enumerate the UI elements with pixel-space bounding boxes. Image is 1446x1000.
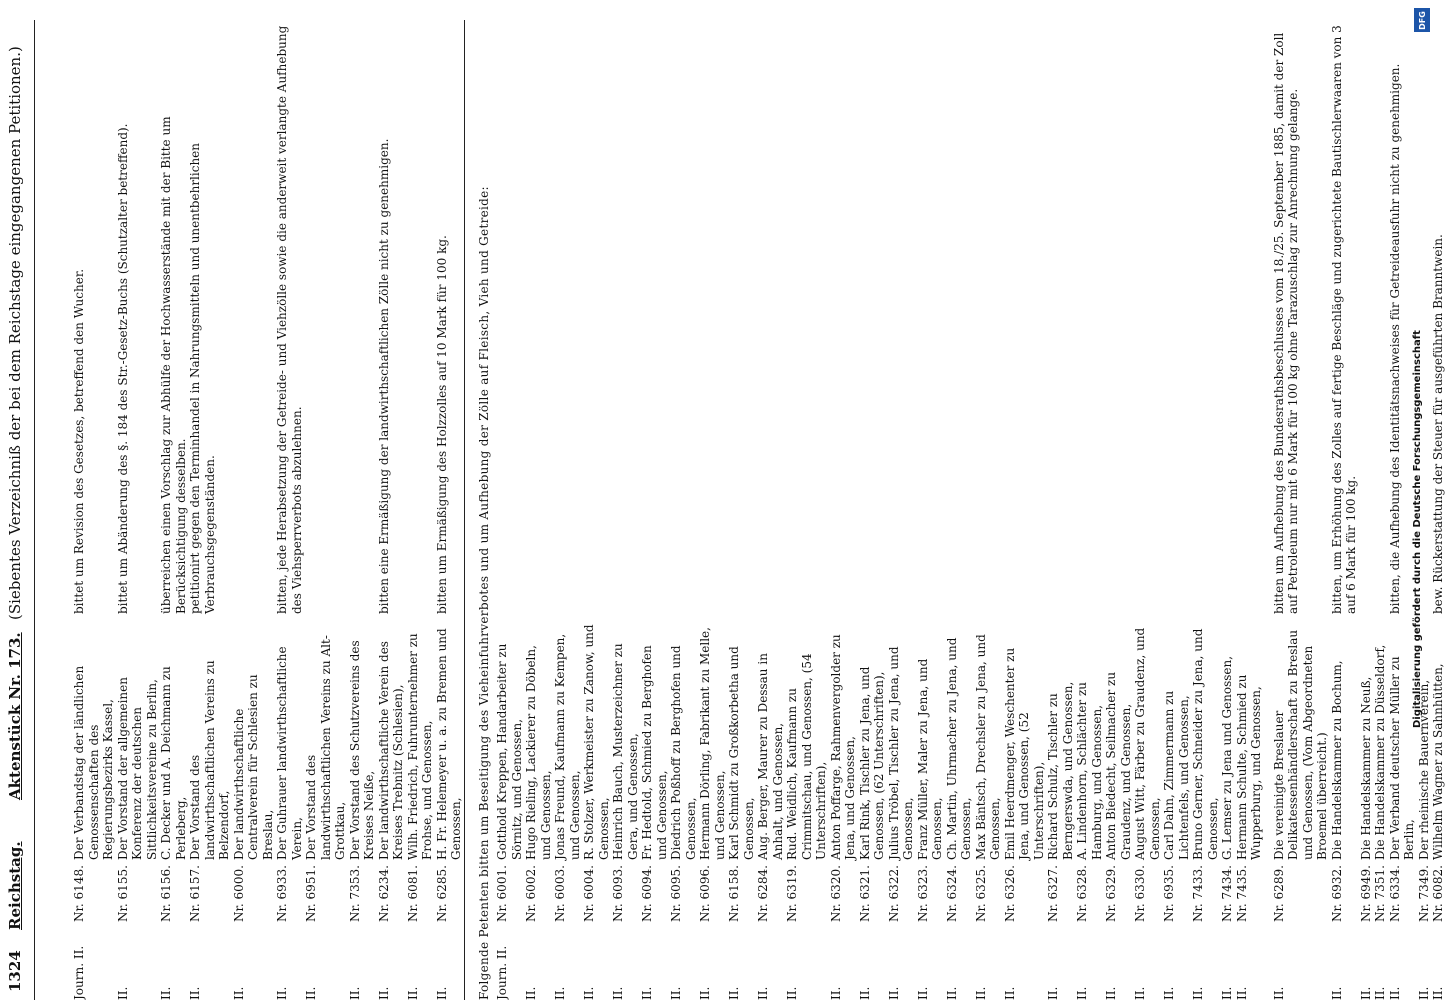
journal-ref: II. xyxy=(304,986,318,1000)
petition-number: Nr. 6320. xyxy=(828,865,843,922)
petition-entry xyxy=(698,10,727,1000)
petitioner: Carl Dahn, Zimmermann zu Lichtenfels, und Genossen, xyxy=(1162,690,1191,860)
petition-entry xyxy=(1003,10,1047,1000)
journal-ref: II. xyxy=(1104,986,1118,1000)
petition-entry xyxy=(640,10,669,1000)
petition-number: Nr. 6000. xyxy=(231,865,246,922)
petitioner: Bruno Gerner, Schneider zu Jena, und Genossen, xyxy=(1191,628,1220,860)
journal-ref: II. xyxy=(886,986,901,1000)
petition-request: bew. Rückerstattung der Steuer für ausgeführten Branntwein. xyxy=(1431,234,1445,614)
petition-number: Nr. 6319. xyxy=(785,865,799,922)
journal-ref: II. xyxy=(1075,986,1089,1000)
journal-ref: II. xyxy=(1191,986,1205,1000)
petitioner: Der Verband deutscher Müller zu Berlin, xyxy=(1387,656,1416,860)
petition-number: Nr. 6323. xyxy=(915,865,930,922)
journal-ref: II. xyxy=(1162,986,1176,1000)
petition-entry xyxy=(1373,10,1388,1000)
petition-entry xyxy=(669,10,698,1000)
petitioner: R. Stolzer, Werkmeister zu Zanow, und Genossen, xyxy=(582,624,611,860)
petition-number: Nr. 7351. xyxy=(1373,865,1387,922)
petition-entry xyxy=(916,10,945,1000)
petition-number: Nr. 6326. xyxy=(1002,865,1017,922)
petition-entry xyxy=(553,10,582,1000)
journal-ref: Journ. II. xyxy=(72,945,86,1000)
petition-number: Nr. 6082. xyxy=(1431,865,1445,922)
page-header xyxy=(6,20,32,1000)
petitioner: August Witt, Färber zu Graudenz, und Genossen, xyxy=(1133,627,1162,860)
petition-entry xyxy=(887,10,916,1000)
petitioner: Der Vorstand des landwirthschaftlichen Vereins zu Belzendorf, xyxy=(188,660,231,860)
petition-request: bittet um Abänderung des §. 184 des Str.-Gesetz-Buchs (Schutzalter betreffend). xyxy=(115,123,130,614)
petitioner: Karl Rink, Tischler zu Jena, und Genossen, (62 Unterschriften), xyxy=(857,666,886,860)
petition-request: überreichen einen Vorschlag zur Abhülfe der Hochwasserstände mit der Bitte um Berücksichtigung desselben. xyxy=(159,116,188,614)
petitioner: Gotthold Kreppen, Handarbeiter zu Sörnitz, und Genossen, xyxy=(495,643,524,860)
petition-entry xyxy=(348,10,377,1000)
dfg-logo xyxy=(1414,8,1430,32)
petitioner: Die Handelskammer zu Düsseldorf, xyxy=(1373,644,1387,860)
petition-entry xyxy=(1133,10,1162,1000)
petitioner: Hermann Dörling, Fabrikant zu Melle, und Genossen, xyxy=(698,627,727,860)
petition-request xyxy=(304,10,348,614)
petition-number: Nr. 6004. xyxy=(582,865,596,922)
petition-number: Nr. 6093. xyxy=(611,865,625,922)
running-title: Reichstag. xyxy=(6,841,24,930)
petition-entry xyxy=(304,10,348,1000)
journal-ref: II. xyxy=(1373,986,1387,1000)
petition-number: Nr. 6094. xyxy=(640,865,654,922)
journal-ref: II. xyxy=(727,986,741,1000)
petition-number: Nr. 6322. xyxy=(886,865,901,922)
petitioner: Emil Heerdmenger, Weschenter zu Jena, und Genossen, (52 Unterschriften), xyxy=(1002,647,1046,860)
petitioner: Karl Schmidt zu Großkorbetha und Genossen, xyxy=(727,646,756,860)
petitioner: A. Lindenhorn, Schlächter zu Hamburg, und Genossen, xyxy=(1075,681,1104,860)
petition-number: Nr. 6328. xyxy=(1075,865,1089,922)
petitioner: Franz Müller, Maler zu Jena, und Genossen, xyxy=(915,658,944,860)
petitioner: Der Vorstand der allgemeinen Konferenz der deutschen Sittlichkeitsvereine zu Berlin, xyxy=(115,677,159,860)
petition-entry xyxy=(232,10,276,1000)
petition-entry xyxy=(756,10,785,1000)
petitioner: Anton Poffarge, Rahmenvergolder zu Jena, und Genossen, xyxy=(828,634,857,860)
petition-entry xyxy=(275,10,304,1000)
petition-number: Nr. 6935. xyxy=(1162,865,1176,922)
page-number: 1324 xyxy=(6,950,24,992)
journal-ref: II. xyxy=(973,986,988,1000)
journal-ref: II. xyxy=(231,986,246,1000)
journal-ref: II. xyxy=(1431,986,1445,1000)
petition-number: Nr. 6330. xyxy=(1133,865,1147,922)
petition-number: Nr. 6234. xyxy=(376,865,391,922)
petitioner: Fr. Hedtold, Schmied zu Berghofen und Genossen, xyxy=(640,645,669,860)
petition-entry xyxy=(727,10,756,1000)
journal-ref: II. xyxy=(1046,986,1060,1000)
petition-entry xyxy=(116,10,160,1000)
petitioner: Anton Biedecht, Seilmacher zu Graudenz, und Genossen, xyxy=(1104,671,1133,860)
petition-entry xyxy=(1075,10,1104,1000)
petition-request: bitten um Ermäßigung des Holzzolles auf 10 Mark für 100 kg. xyxy=(434,235,449,614)
petition-number: Nr. 7434. xyxy=(1220,865,1234,922)
petition-request: bitten, die Aufhebung des Identitätsnachweises für Getreideausfuhr nicht zu genehmigen. xyxy=(1387,63,1402,614)
petition-entry xyxy=(524,10,553,1000)
petition-entry xyxy=(1272,10,1330,1000)
journal-ref: Journ. II. xyxy=(495,945,509,1000)
petition-entry xyxy=(582,10,611,1000)
journal-ref: II. xyxy=(159,986,173,1000)
journal-ref: II. xyxy=(1220,986,1234,1000)
journal-ref: II. xyxy=(698,986,712,1000)
petition-entry xyxy=(1191,10,1220,1000)
journal-ref: II. xyxy=(669,986,683,1000)
journal-ref: II. xyxy=(188,986,202,1000)
petition-number: Nr. 6284. xyxy=(756,865,770,922)
journal-ref: II. xyxy=(275,986,289,1000)
journal-ref: II. xyxy=(785,986,799,1000)
journal-ref: II. xyxy=(1329,986,1344,1000)
petitioner: Der Vorstand des Schutzvereins des Kreises Neiße, xyxy=(347,640,376,860)
petitioner: H. Fr. Helemeyer u. a. zu Bremen und Genossen, xyxy=(434,628,463,860)
petition-entry xyxy=(188,10,232,1000)
dfg-logo-text: DFG xyxy=(1417,10,1427,30)
petitioner: Die Handelskammer zu Bochum, xyxy=(1329,660,1344,860)
journal-ref: II. xyxy=(1358,986,1373,1000)
journal-ref: II. xyxy=(828,986,843,1000)
petition-list xyxy=(72,10,1446,1000)
petition-number: Nr. 6289. xyxy=(1271,865,1286,922)
journal-ref: II. xyxy=(434,986,449,1000)
journal-ref: II. xyxy=(1416,986,1431,1000)
petition-block-top xyxy=(72,10,464,1000)
petition-number: Nr. 6329. xyxy=(1104,865,1118,922)
petition-entry xyxy=(1235,10,1264,1000)
petition-number: Nr. 6327. xyxy=(1046,865,1060,922)
petition-number: Nr. 6003. xyxy=(553,865,567,922)
petitioner: Die Handelskammer zu Neuß, xyxy=(1358,676,1373,860)
petition-entry xyxy=(1330,10,1359,1000)
petition-number: Nr. 6321. xyxy=(857,865,872,922)
petitioner: Wilhelm Wagner zu Sahnhütten, xyxy=(1431,663,1445,860)
petitioner: Heinrich Bauch, Musterzeichner zu Gera, und Genossen, xyxy=(611,643,640,860)
journal-ref: II. xyxy=(611,986,625,1000)
petition-number: Nr. 7349. xyxy=(1416,865,1431,922)
petition-number: Nr. 6334. xyxy=(1387,865,1402,922)
petitioner: Rud. Weidlich, Kaufmann zu Crimmitschau, und Genossen, (54 Unterschriften), xyxy=(785,653,828,860)
section-heading: Folgende Petenten bitten um Beseitigung des Vieheinfuhrverbotes und um Aufhebung der Zölle auf Fleisch, Vieh und Getreide: xyxy=(476,186,491,1000)
petitioner: G. Lemser zu Jena und Genossen, xyxy=(1220,655,1234,860)
petitioner: Ch. Martin, Uhrmacher zu Jena, und Genossen, xyxy=(944,637,973,860)
journal-ref: II. xyxy=(1133,986,1147,1000)
petition-number: Nr. 6081. xyxy=(405,865,420,922)
petition-entry xyxy=(1046,10,1075,1000)
petition-entry xyxy=(406,10,435,1000)
petitioner: Richard Schulz, Tischler zu Berngerswda, und Genossen, xyxy=(1046,681,1075,860)
petition-entry xyxy=(377,10,406,1000)
header-rule xyxy=(34,20,35,1000)
journal-ref: II. xyxy=(524,986,538,1000)
journal-ref: II. xyxy=(1234,986,1249,1000)
journal-ref: II. xyxy=(1002,986,1017,1000)
petitioner: Wilh. Friedrich, Fuhrunternehmer zu Frohse, und Genossen, xyxy=(405,633,434,860)
petition-request xyxy=(232,10,276,614)
petition-entry xyxy=(1359,10,1374,1000)
journal-ref: II. xyxy=(582,986,596,1000)
petition-number: Nr. 6155. xyxy=(115,865,130,922)
journal-ref: II. xyxy=(857,986,872,1000)
journal-ref: II. xyxy=(553,986,567,1000)
petition-entry xyxy=(1220,10,1235,1000)
petitioner: Die vereinigte Breslauer Delikatessenhändlerschaft zu Breslau und Genossen, (Vom Abgeordneten Broemel überreicht.) xyxy=(1271,629,1329,860)
petition-number: Nr. 6095. xyxy=(669,865,683,922)
journal-ref: II. xyxy=(640,986,654,1000)
petition-number: Nr. 6949. xyxy=(1358,865,1373,922)
petition-request xyxy=(406,10,435,614)
digitization-note: Digitalisierung gefördert durch die Deutsche Forschungsgemeinschaft xyxy=(1412,330,1423,728)
petitioner: Julius Tröbel, Tischler zu Jena, und Genossen, xyxy=(886,646,915,860)
petitioner: Jonas Freund, Kaufmann zu Kempen, und Genossen, xyxy=(553,633,582,860)
petition-entry xyxy=(785,10,829,1000)
petition-request: bitten, um Erhöhung des Zolles auf fertige Beschläge und zugerichtete Bautischlerwaaren von 3 auf 6 Mark für 100 kg. xyxy=(1329,25,1358,614)
petitioner: Der Guhrauer landwirthschaftliche Verein, xyxy=(275,646,304,860)
journal-ref: II. xyxy=(1387,986,1402,1000)
petition-entry xyxy=(945,10,974,1000)
petitioner: Der landwirthschaftliche Centralverein für Schlesien zu Breslau, xyxy=(231,674,275,860)
attachment-label: Aktenstück Nr. 173. xyxy=(6,632,24,800)
petitioner: Der Verbandstag der ländlichen Genossenschaften des Regierungsbezirks Kassel, xyxy=(72,665,115,860)
petition-entry xyxy=(829,10,858,1000)
petition-number: Nr. 6156. xyxy=(159,865,173,922)
petitioner: Der landwirthschaftliche Verein des Kreises Trebnitz (Schlesien), xyxy=(376,641,405,860)
petition-entry xyxy=(611,10,640,1000)
petition-entry xyxy=(435,10,464,1000)
petition-request: petitionirt gegen den Terminhandel in Nahrungsmitteln und unentbehrlichen Verbrauchsgegenständen. xyxy=(188,142,217,614)
petitioner: Der Vorstand des landwirthschaftlichen Vereins zu Alt-Grottkau, xyxy=(304,635,347,860)
journal-ref: II. xyxy=(756,986,770,1000)
journal-ref: II. xyxy=(376,986,391,1000)
petitioner: Aug. Berger, Maurer zu Dessau in Anhalt, und Genossen, xyxy=(756,653,785,860)
petition-number: Nr. 6157. xyxy=(188,865,202,922)
section-rule xyxy=(464,20,467,1000)
petition-request xyxy=(1359,10,1374,614)
petition-entry xyxy=(72,10,116,1000)
petitioner: Hermann Schulte, Schmied zu Wupperburg, und Genossen, xyxy=(1234,674,1263,860)
petition-request xyxy=(1373,10,1388,614)
petition-number: Nr. 6148. xyxy=(72,865,86,922)
petition-entry xyxy=(1431,10,1446,1000)
journal-ref: II. xyxy=(1271,986,1286,1000)
petitioner: Hugo Rieling, Lackierer zu Döbeln, und Genossen, xyxy=(524,645,553,860)
petition-number: Nr. 7435. xyxy=(1234,865,1249,922)
petition-block-middle xyxy=(495,10,1264,1000)
journal-ref: II. xyxy=(915,986,930,1000)
petition-request xyxy=(348,10,377,614)
petition-number: Nr. 6285. xyxy=(434,865,449,922)
petitioner: C. Decker und A. Deichmann zu Perleberg, xyxy=(159,666,188,860)
petition-number: Nr. 6951. xyxy=(304,865,318,922)
petition-number: Nr. 6001. xyxy=(495,865,509,922)
petition-number: Nr. 6158. xyxy=(727,865,741,922)
petition-number: Nr. 7433. xyxy=(1191,865,1205,922)
petition-number: Nr. 6325. xyxy=(973,865,988,922)
page-title: (Siebentes Verzeichniß der bei dem Reichstage eingegangenen Petitionen.) xyxy=(6,46,24,620)
petition-number: Nr. 6002. xyxy=(524,865,538,922)
petition-entry xyxy=(159,10,188,1000)
petition-entry xyxy=(974,10,1003,1000)
petition-number: Nr. 6096. xyxy=(698,865,712,922)
journal-ref: II. xyxy=(405,986,420,1000)
petition-entry xyxy=(1162,10,1191,1000)
petition-number: Nr. 7353. xyxy=(347,865,362,922)
petition-entry xyxy=(858,10,887,1000)
petitioner: Der rheinische Bauernverein, xyxy=(1416,679,1431,860)
petition-request: bitten um Aufhebung des Bundesrathsbeschlusses vom 18./25. September 1885, damit der Zoll auf Petroleum nur mit 6 Mark für 100 kg ohne Tarazuschlag zur Anrechnung gelange. xyxy=(1271,32,1300,614)
petition-request: bittet um Revision des Gesetzes, betreffend den Wucher. xyxy=(72,268,86,614)
petitioner: Max Bäntsch, Drechsler zu Jena, und Genossen, xyxy=(973,634,1002,860)
petitioner: Diedrich Poßhoff zu Berghofen und Genossen, xyxy=(669,645,698,860)
journal-ref: II. xyxy=(115,986,130,1000)
journal-ref: II. xyxy=(347,986,362,1000)
petition-entry xyxy=(495,10,524,1000)
petition-number: Nr. 6933. xyxy=(275,865,289,922)
petition-entry xyxy=(1104,10,1133,1000)
petition-number: Nr. 6324. xyxy=(944,865,959,922)
petition-number: Nr. 6932. xyxy=(1329,865,1344,922)
journal-ref: II. xyxy=(944,986,959,1000)
petition-request: bitten eine Ermäßigung der landwirthschaftlichen Zölle nicht zu genehmigen. xyxy=(376,138,391,614)
petition-request: bitten, jede Herabsetzung der Getreide- und Viehzölle sowie die anderweit verlangte Aufhebung des Viehsperrverbots abzulehnen. xyxy=(275,25,304,614)
